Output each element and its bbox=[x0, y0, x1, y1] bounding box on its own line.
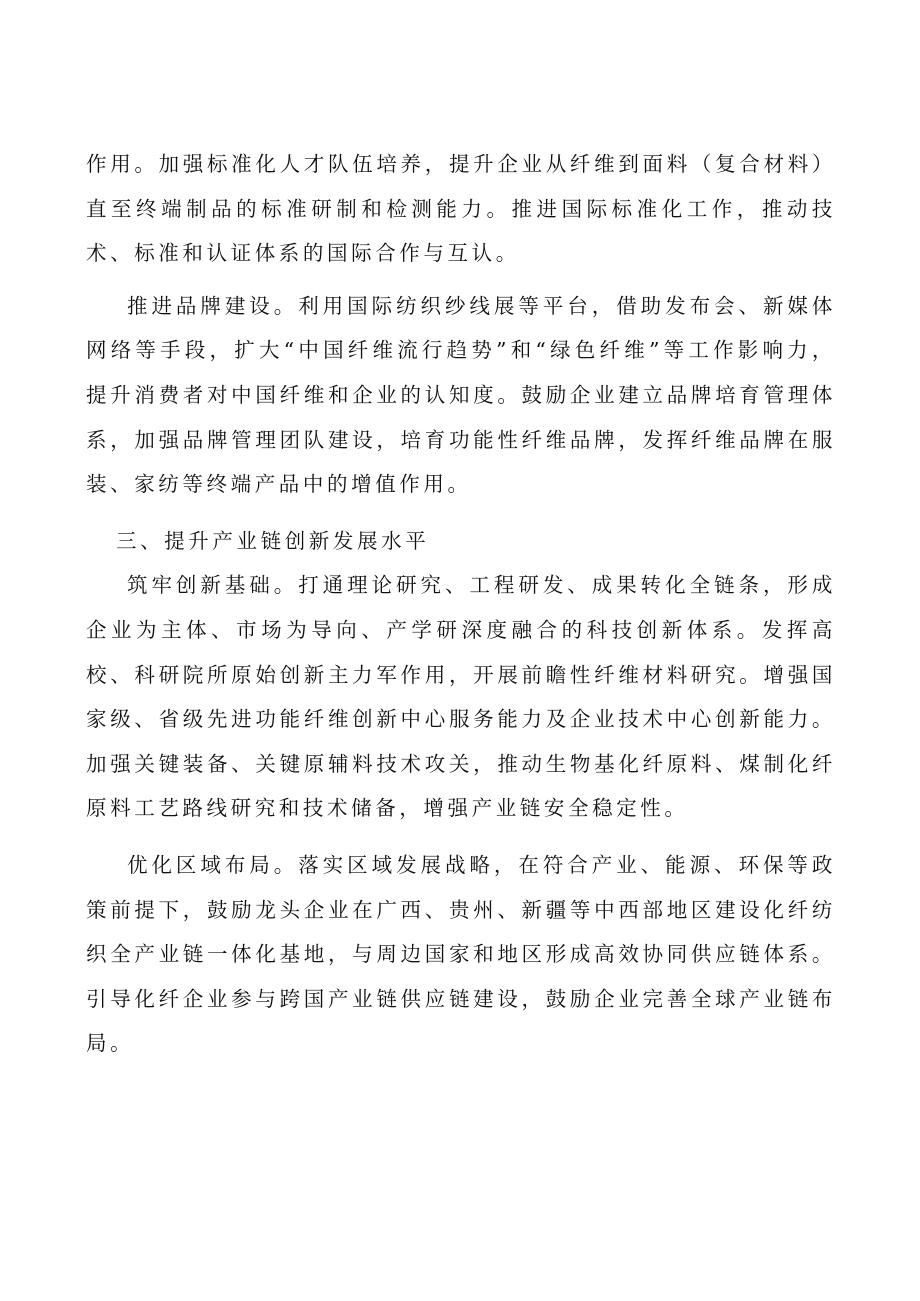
document-page bbox=[86, 142, 836, 1066]
paragraph-brand-building: 推进品牌建设。利用国际纺织纱线展等平台，借助发布会、新媒体网络等手段，扩大“中国纤维流行趋势”和“绿色纤维”等工作影响力，提升消费者对中国纤维和企业的认知度。鼓励企业建立品牌培育管理体系，加强品牌管理团队建设，培育功能性纤维品牌，发挥纤维品牌在服装、家纺等终端产品中的增值作用。 bbox=[86, 293, 836, 497]
paragraph-regional-layout: 优化区域布局。落实区域发展战略，在符合产业、能源、环保等政策前提下，鼓励龙头企业在广西、贵州、新疆等中西部地区建设化纤纺织全产业链一体化基地，与周边国家和地区形成高效协同供应链体系。引导化纤企业参与跨国产业链供应链建设，鼓励企业完善全球产业链布局。 bbox=[86, 852, 836, 1056]
paragraph-innovation-foundation: 筑牢创新基础。打通理论研究、工程研发、成果转化全链条，形成企业为主体、市场为导向、产学研深度融合的科技创新体系。发挥高校、科研院所原始创新主力军作用，开展前瞻性纤维材料研究。增强国家级、省级先进功能纤维创新中心服务能力及企业技术中心创新能力。加强关键装备、关键原辅料技术攻关，推动生物基化纤原料、煤制化纤原料工艺路线研究和技术储备，增强产业链安全稳定性。 bbox=[86, 573, 836, 821]
paragraph-standardization-continued: 作用。加强标准化人才队伍培养，提升企业从纤维到面料（复合材料）直至终端制品的标准研制和检测能力。推进国际标准化工作，推动技术、标准和认证体系的国际合作与互认。 bbox=[86, 152, 836, 266]
section-heading: 三、提升产业链创新发展水平 bbox=[116, 528, 430, 553]
